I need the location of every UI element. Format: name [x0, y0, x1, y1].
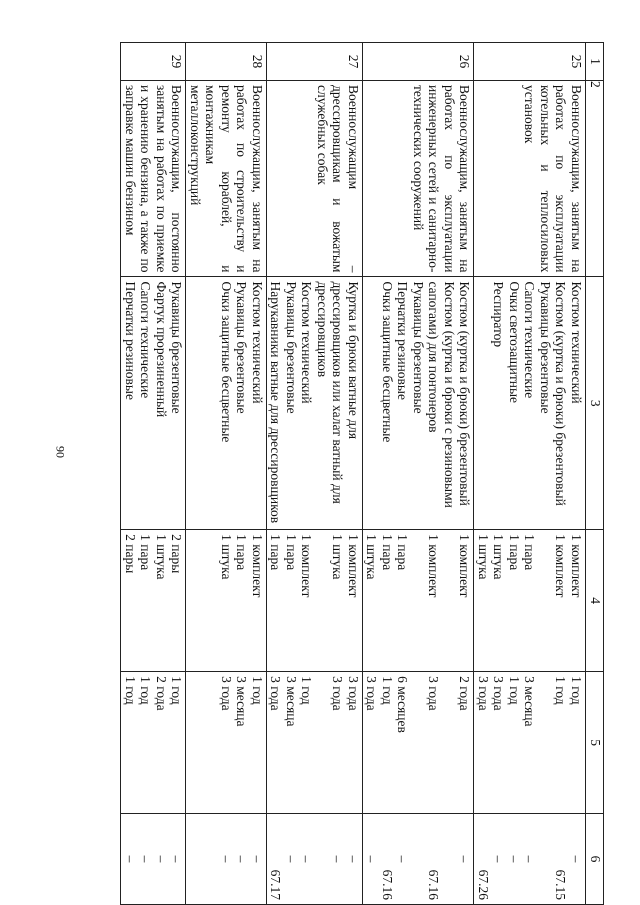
wear-term: 3 года	[219, 676, 234, 711]
wear-term: 3 года	[268, 676, 284, 711]
table-row	[186, 43, 267, 905]
term-list	[186, 672, 267, 814]
note: –	[491, 855, 507, 863]
quantity: 1 штука	[364, 534, 380, 580]
quantity: 1 штука	[491, 534, 507, 580]
item-list	[186, 277, 267, 530]
item-name: Респиратор	[491, 281, 507, 348]
header-cell: 1	[586, 43, 604, 81]
quantity: 1 комплект	[553, 534, 569, 598]
note: –	[330, 855, 346, 863]
wear-term: 3 года	[426, 676, 442, 711]
quantity	[442, 534, 458, 667]
wear-term: 1 год	[123, 676, 138, 705]
quantity: 1 комплект	[426, 534, 442, 598]
note	[315, 818, 331, 900]
row-number: 26	[363, 43, 475, 81]
note: –	[522, 855, 538, 863]
quantity: 1 штука	[330, 534, 346, 580]
item-name: Костюм технический	[299, 281, 315, 404]
item-name: Костюм технический	[569, 281, 584, 404]
note: 67.16	[426, 869, 442, 900]
page-number: 90	[53, 446, 68, 458]
header-cell: 3	[586, 277, 604, 530]
quantity: 1 комплект	[457, 534, 473, 598]
wear-term: 3 месяца	[284, 676, 299, 727]
table-row	[363, 43, 475, 905]
item-name: Рукавицы брезентовые	[284, 281, 299, 414]
quantity: 1 пара	[234, 534, 250, 571]
note-list	[474, 814, 586, 905]
wear-term: 1 год	[250, 676, 265, 705]
term-list	[363, 672, 475, 814]
note	[442, 818, 458, 900]
note: –	[364, 855, 380, 863]
wear-term: 1 год	[553, 676, 569, 705]
item-name: Сапоги технические	[138, 281, 154, 399]
item-name: Костюм (куртка и брюки) брезентовый	[457, 281, 473, 506]
item-name: Очки светозащитные	[507, 281, 522, 404]
note-list	[363, 814, 475, 905]
note: –	[395, 855, 411, 863]
quantity: 1 пара	[522, 534, 538, 571]
note: –	[234, 855, 250, 863]
note	[538, 818, 554, 900]
table-row	[121, 43, 186, 905]
note-list	[267, 814, 363, 905]
term-list	[267, 672, 363, 814]
note: –	[169, 855, 185, 863]
row-number: 25	[474, 43, 586, 81]
quantity: 1 пара	[395, 534, 411, 571]
quantity: 1 комплект	[346, 534, 361, 598]
row-number: 29	[121, 43, 186, 81]
wear-term: 3 года	[346, 676, 361, 711]
quantity-list	[474, 530, 586, 672]
rotated-page-content	[94, 42, 604, 905]
wear-term: 3 месяца	[522, 676, 538, 727]
quantity: 1 пара	[507, 534, 522, 571]
note: –	[299, 855, 315, 863]
item-name: Рукавицы брезентовые	[169, 281, 185, 414]
item-name: Рукавицы брезентовые	[234, 281, 250, 414]
term-list	[121, 672, 186, 814]
personnel-category: Военнослужащим, занятым на работах по эксплуатации котельных и теплосиловых установок	[474, 80, 586, 277]
item-name: Рукавицы брезентовые	[538, 281, 553, 414]
note-list	[186, 814, 267, 905]
quantity-list	[186, 530, 267, 672]
note: –	[138, 855, 154, 863]
item-name: Сапоги технические	[522, 281, 538, 399]
quantity-list	[363, 530, 475, 672]
note: –	[457, 855, 473, 863]
item-name: Перчатки резиновые	[395, 281, 411, 400]
header-cell: 6	[586, 814, 604, 905]
item-name: Куртка и брюки ватные для дрессировщиков или халат ватный для дрессировщиков	[315, 281, 361, 504]
note: 67.16	[380, 869, 395, 900]
header-cell: 4	[586, 530, 604, 672]
wear-term: 2 года	[457, 676, 473, 711]
quantity: 1 комплект	[250, 534, 265, 598]
note: –	[154, 855, 169, 863]
quantity: 1 пара	[284, 534, 299, 571]
note: 67.15	[553, 869, 569, 900]
item-name: Костюм (куртка и брюки с резиновыми сапогами) для понтонеров	[426, 281, 457, 508]
quantity: 1 пара	[268, 534, 284, 571]
quantity: 1 штука	[219, 534, 234, 580]
note-list	[121, 814, 186, 905]
quantity: 1 штука	[476, 534, 491, 580]
wear-term: 3 года	[364, 676, 380, 711]
clothing-norms-table	[121, 42, 605, 905]
personnel-category: Военнослужащим, занятым на работах по строительству и ремонту кораблей, и монтажникам металлоконструкций	[186, 80, 267, 277]
wear-term	[315, 676, 331, 809]
wear-term: 1 год	[380, 676, 395, 705]
quantity	[538, 534, 554, 667]
wear-term: 1 год	[507, 676, 522, 705]
note: –	[284, 855, 299, 863]
quantity	[411, 534, 427, 667]
quantity: 1 пара	[380, 534, 395, 571]
item-name: Нарукавники ватные для дрессировщиков	[268, 281, 284, 524]
note	[411, 818, 427, 900]
personnel-category: Военнослужащим, занятым на работах по эксплуатации инженерных сетей и санитарно-технических сооружений	[363, 80, 475, 277]
item-list	[121, 277, 186, 530]
item-name: Костюм технический	[250, 281, 265, 404]
quantity: 2 пары	[169, 534, 185, 574]
row-number: 27	[267, 43, 363, 81]
item-list	[363, 277, 475, 530]
note: –	[507, 855, 522, 863]
quantity-list	[267, 530, 363, 672]
wear-term: 1 год	[138, 676, 154, 705]
wear-term: 3 года	[330, 676, 346, 711]
quantity: 1 комплект	[299, 534, 315, 598]
term-list	[474, 672, 586, 814]
personnel-category: Военнослужащим – дрессировщикам и вожатым служебных собак	[267, 80, 363, 277]
wear-term	[411, 676, 427, 809]
quantity: 1 пара	[138, 534, 154, 571]
item-name: Перчатки резиновые	[123, 281, 138, 400]
note: –	[123, 855, 138, 863]
wear-term: 3 месяца	[234, 676, 250, 727]
note: 67.17	[268, 869, 284, 900]
wear-term	[538, 676, 554, 809]
quantity: 2 пары	[123, 534, 138, 574]
wear-term: 6 месяцев	[395, 676, 411, 733]
note: –	[569, 855, 584, 863]
wear-term: 2 года	[154, 676, 169, 711]
note: 67.26	[476, 869, 491, 900]
quantity: 1 комплект	[569, 534, 584, 598]
wear-term	[442, 676, 458, 809]
table-row	[267, 43, 363, 905]
wear-term: 1 год	[169, 676, 185, 705]
header-row	[586, 43, 604, 905]
item-name: Очки защитные бесцветные	[380, 281, 395, 443]
note: –	[219, 855, 234, 863]
wear-term: 3 года	[491, 676, 507, 711]
item-name: Очки защитные бесцветные	[219, 281, 234, 443]
table-row	[474, 43, 586, 905]
personnel-category: Военнослужащим, постоянно занятым на работах по приемке и хранению бензина, а также по заправке машин бензином	[121, 80, 186, 277]
item-list	[474, 277, 586, 530]
note: –	[250, 855, 265, 863]
note: –	[346, 855, 361, 863]
header-cell: 2	[586, 80, 604, 277]
quantity-list	[121, 530, 186, 672]
row-number: 28	[186, 43, 267, 81]
item-list	[267, 277, 363, 530]
quantity	[315, 534, 331, 667]
wear-term: 1 год	[299, 676, 315, 705]
item-name: Фартук прорезиненный	[154, 281, 169, 418]
wear-term: 1 год	[569, 676, 584, 705]
item-name: Рукавицы брезентовые	[411, 281, 426, 414]
item-name: Костюм (куртка и брюки) брезентовый	[553, 281, 569, 506]
wear-term: 3 года	[476, 676, 491, 711]
quantity: 1 штука	[154, 534, 169, 580]
header-cell: 5	[586, 672, 604, 814]
